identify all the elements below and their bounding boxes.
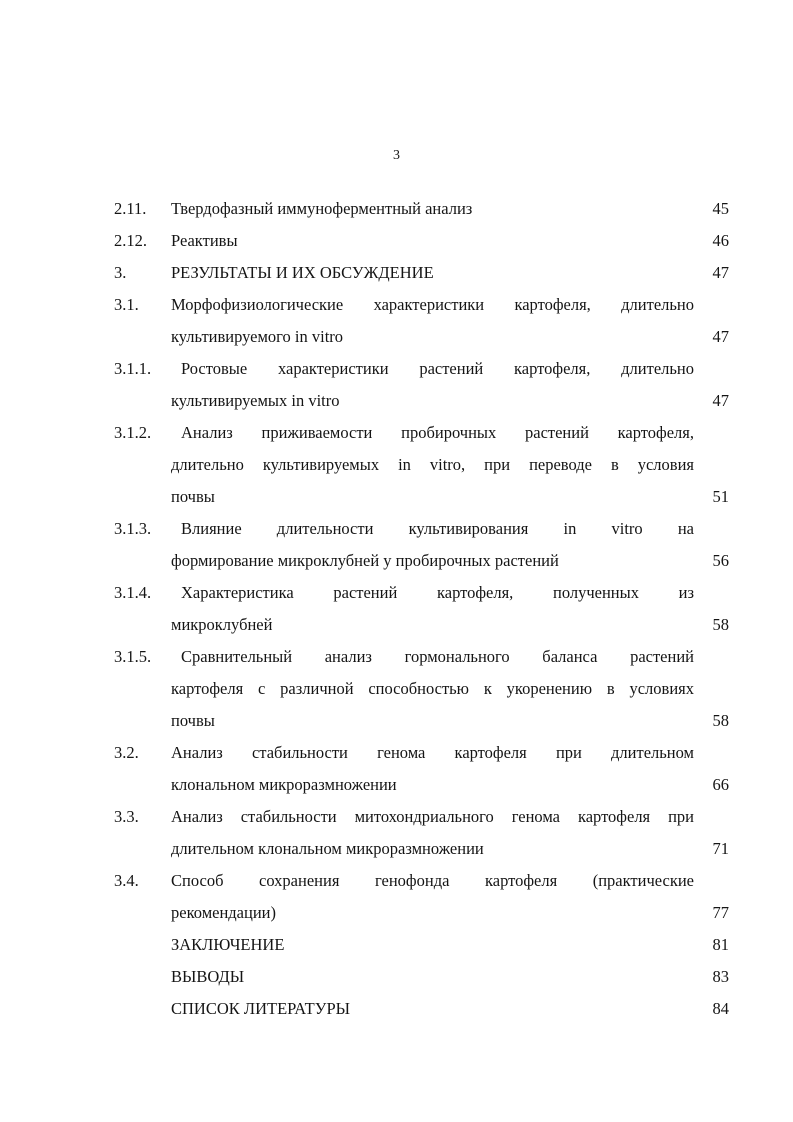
entry-title-line: Реактивы — [171, 231, 238, 250]
entry-title-line: ВЫВОДЫ — [171, 967, 245, 986]
entry-number: 3.1.5. — [114, 647, 152, 666]
entry-title-line: картофеля с различной способностью к укоренению в условиях — [171, 679, 694, 698]
entry-number: 3.1.1. — [114, 359, 152, 378]
entry-title-line: микроклубней — [171, 615, 273, 634]
entry-title-line: длительно культивируемых in vitro, при переводе в условия — [171, 455, 694, 474]
entry-title-line: Влияние длительности культивирования in vitro на — [181, 519, 694, 538]
entry-title-line: культивируемых in vitro — [171, 391, 340, 410]
entry-title-line: Морфофизиологические характеристики картофеля, длительно — [171, 295, 694, 314]
entry-page: 51 — [712, 487, 729, 506]
entry-number: 2.12. — [114, 231, 147, 250]
entry-number: 3.1.2. — [114, 423, 152, 442]
entry-title-line: рекомендации) — [171, 903, 276, 922]
entry-title-line: Анализ приживаемости пробирочных растений картофеля, — [181, 423, 694, 442]
entry-number: 2.11. — [114, 199, 147, 218]
entry-number: 3. — [114, 263, 127, 282]
entry-number: 3.1. — [114, 295, 139, 314]
entry-title-line: ЗАКЛЮЧЕНИЕ — [171, 935, 285, 954]
entry-number: 3.2. — [114, 743, 139, 762]
entry-title-line: Характеристика растений картофеля, полученных из — [181, 583, 694, 602]
entry-title-line: почвы — [171, 487, 215, 506]
entry-page: 77 — [712, 903, 729, 922]
entry-number: 3.4. — [114, 871, 139, 890]
entry-title-line: СПИСОК ЛИТЕРАТУРЫ — [171, 999, 351, 1018]
entry-title-line: Ростовые характеристики растений картофеля, длительно — [181, 359, 694, 378]
entry-title-line: клональном микроразмножении — [171, 775, 397, 794]
entry-number: 3.1.3. — [114, 519, 152, 538]
entry-page: 84 — [712, 999, 729, 1018]
entry-title-line: Способ сохранения генофонда картофеля (практические — [171, 871, 694, 890]
entry-title-line: Твердофазный иммуноферментный анализ — [171, 199, 473, 218]
entry-page: 45 — [712, 199, 729, 218]
page-number: 3 — [393, 148, 400, 163]
entry-title-line: Анализ стабильности генома картофеля при длительном — [171, 743, 694, 762]
entry-title-line: культивируемого in vitro — [171, 327, 344, 346]
entry-title-line: Анализ стабильности митохондриального генома картофеля при — [171, 807, 694, 826]
entry-title-line: формирование микроклубней у пробирочных растений — [171, 551, 559, 570]
entry-number: 3.3. — [114, 807, 139, 826]
entry-title-line: длительном клональном микроразмножении — [171, 839, 484, 858]
entry-page: 81 — [712, 935, 729, 954]
entry-page: 47 — [712, 263, 729, 282]
entry-title-line: РЕЗУЛЬТАТЫ И ИХ ОБСУЖДЕНИЕ — [171, 263, 434, 282]
entry-title-line: почвы — [171, 711, 215, 730]
entry-page: 66 — [712, 775, 729, 794]
entry-page: 47 — [712, 327, 729, 346]
entry-page: 71 — [712, 839, 729, 858]
entry-page: 58 — [712, 711, 729, 730]
entry-page: 56 — [712, 551, 729, 570]
entry-page: 46 — [712, 231, 729, 250]
entry-page: 47 — [712, 391, 729, 410]
entry-number: 3.1.4. — [114, 583, 152, 602]
entry-page: 58 — [712, 615, 729, 634]
entry-page: 83 — [712, 967, 729, 986]
entry-title-line: Сравнительный анализ гормонального баланса растений — [181, 647, 694, 666]
